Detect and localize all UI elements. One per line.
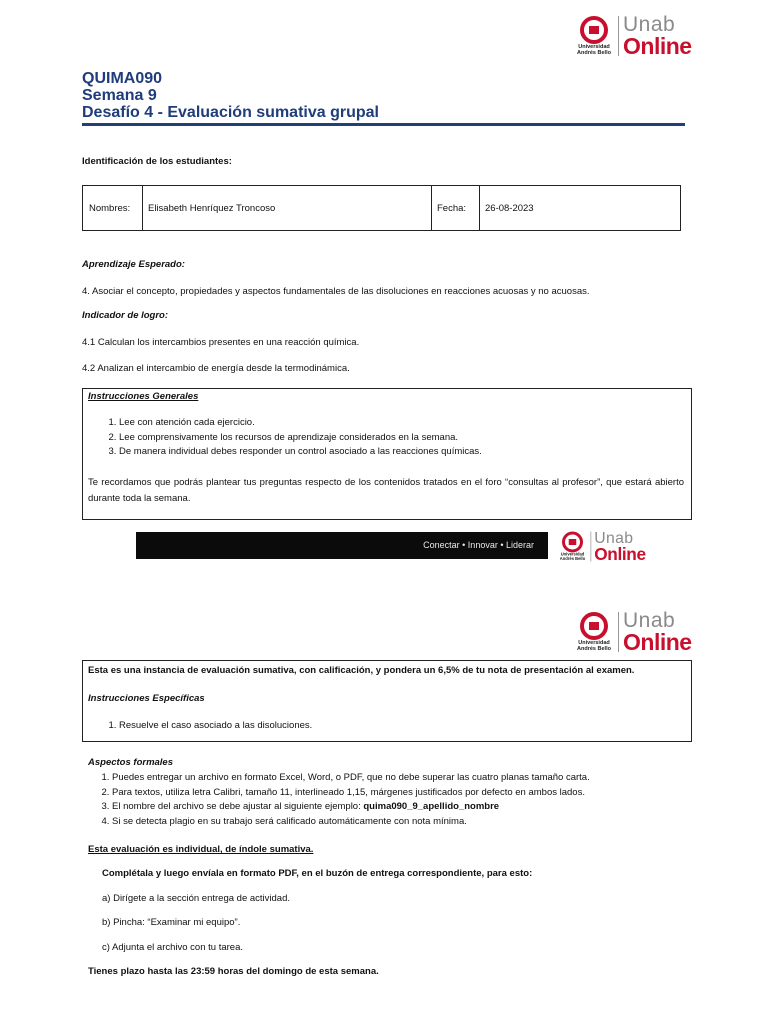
list-item: 4. Si se detecta plagio en su trabajo será calificado automáticamente con nota mínima. (112, 815, 590, 830)
indicator-2: 4.2 Analizan el intercambio de energía desde la termodinámica. (82, 363, 350, 374)
list-item: 2. Lee comprensivamente los recursos de aprendizaje considerados en la semana. (119, 431, 482, 446)
list-item: 2. Para textos, utiliza letra Calibri, tamaño 11, interlineado 1,15, márgenes justificados por defecto en ambos lados. (112, 786, 590, 801)
date-label: Fecha: (437, 203, 467, 214)
university-name-1: Universidad (578, 640, 610, 646)
title-rule (82, 123, 685, 126)
indicator-1: 4.1 Calculan los intercambios presentes en una reacción química. (82, 337, 360, 348)
list-item: 1. Lee con atención cada ejercicio. (119, 416, 482, 431)
university-seal-icon (580, 16, 608, 44)
unab-online-logo (572, 14, 692, 58)
general-instructions-box (82, 388, 692, 520)
footer-banner (136, 532, 548, 559)
footer-logo (556, 530, 646, 563)
step-a: a) Dirígete a la sección entrega de actividad. (102, 893, 290, 904)
university-seal-icon (580, 612, 608, 640)
page2-logo (572, 610, 692, 654)
brand-unab: Unab (594, 529, 634, 547)
university-seal-icon (562, 532, 583, 553)
submit-intro: Complétala y luego envíala en formato PDF, en el buzón de entrega correspondiente, para esto: (102, 868, 533, 879)
list-item: 1. Resuelve el caso asociado a las disoluciones. (119, 719, 312, 734)
step-c: c) Adjunta el archivo con tu tarea. (102, 942, 243, 953)
university-name-1: Universidad (578, 44, 610, 50)
formal-aspects-title: Aspectos formales (88, 757, 174, 768)
student-section-label: Identificación de los estudiantes: (82, 156, 232, 167)
specific-instructions-list (89, 719, 312, 734)
university-name-2: Andrés Bello (577, 50, 611, 56)
filename-rule: El nombre del archivo se debe ajustar al siguiente ejemplo: (112, 801, 364, 812)
summary-text: Esta es una instancia de evaluación sumativa, con calificación, y pondera un 6,5% de tu nota de presentación al examen. (88, 665, 635, 676)
expected-learning-text: 4. Asociar el concepto, propiedades y aspectos fundamentales de las disoluciones en reacciones acuosas y no acuosas. (82, 286, 590, 297)
list-item (112, 800, 590, 815)
list-item: 3. De manera individual debes responder un control asociado a las reacciones químicas. (119, 445, 482, 460)
page-title: Desafío 4 - Evaluación sumativa grupal (82, 104, 379, 121)
names-label: Nombres: (89, 203, 131, 214)
course-code: QUIMA090 (82, 70, 163, 87)
banner-slogan: Conectar • Innovar • Liderar (423, 540, 534, 550)
list-item: 1. Puedes entregar un archivo en formato Excel, Word, o PDF, que no debe superar las cuatro planas tamaño carta. (112, 771, 590, 786)
date-value: 26-08-2023 (485, 203, 534, 214)
forum-note: Te recordamos que podrás plantear tus preguntas respecto de los contenidos tratados en el foro “consultas al profesor”, que estará abierto durante toda la semana. (88, 477, 684, 504)
individual-note: Esta evaluación es individual, de índole sumativa. (88, 844, 314, 855)
general-instructions-list (89, 416, 482, 460)
indicator-label: Indicador de logro: (82, 310, 169, 321)
week-label: Semana 9 (82, 87, 157, 104)
deadline-text: Tienes plazo hasta las 23:59 horas del domingo de esta semana. (88, 966, 379, 977)
names-value: Elisabeth Henríquez Troncoso (148, 203, 276, 214)
formal-aspects-list (82, 771, 590, 829)
step-b: b) Pincha: “Examinar mi equipo”. (102, 917, 241, 928)
summary-box (82, 660, 692, 742)
brand-unab: Unab (623, 609, 676, 632)
brand-online: Online (623, 33, 692, 59)
university-name-1: Universidad (560, 552, 585, 557)
expected-learning-label: Aprendizaje Esperado: (82, 259, 185, 270)
general-instructions-title: Instrucciones Generales (88, 391, 199, 402)
brand-unab: Unab (623, 13, 676, 36)
university-name-2: Andrés Bello (559, 557, 586, 562)
university-name-2: Andrés Bello (577, 646, 611, 652)
brand-online: Online (594, 544, 646, 564)
brand-online: Online (623, 629, 692, 655)
filename-example: quima090_9_apellido_nombre (363, 801, 500, 812)
specific-instructions-title: Instrucciones Específicas (88, 693, 205, 704)
